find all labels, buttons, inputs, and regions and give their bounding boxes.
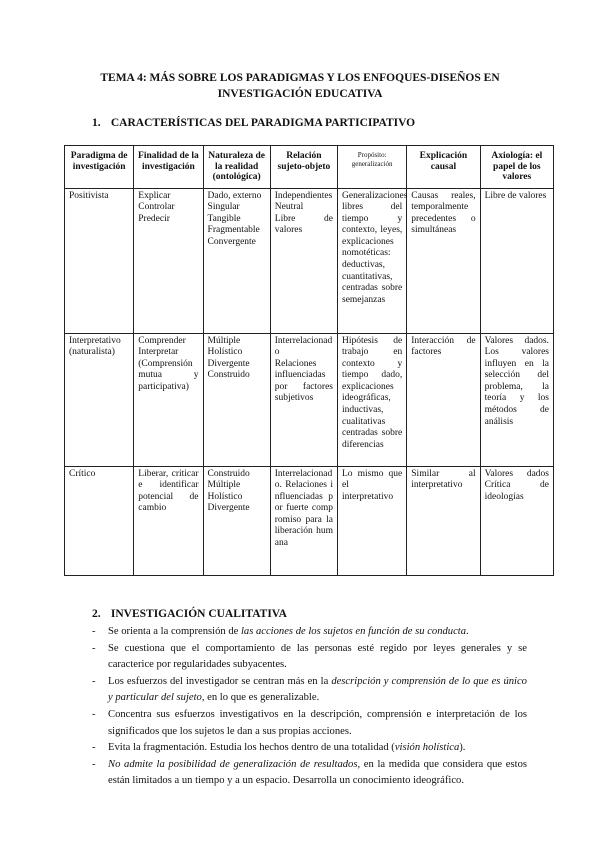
paradigm-cell: Crítico: [65, 466, 134, 575]
finalidad-cell: Liberar, criticar e identificar potencial de cambio: [134, 466, 203, 575]
table-row: [65, 466, 554, 575]
header-cell: Finalidad de la investigación: [134, 146, 203, 189]
header-cell: Axiología: el papel de los valores: [480, 146, 553, 189]
relacion-cell: Independientes Neutral Libre de valores: [270, 188, 337, 333]
paradigm-cell: Interpretativo (naturalista): [65, 333, 134, 466]
proposito-cell: Lo mismo que el interpretativo: [338, 466, 407, 575]
causal-cell: Interacción de factores: [407, 333, 480, 466]
header-cell: Explicación causal: [407, 146, 480, 189]
header-cell: Paradigma de investigación: [65, 146, 134, 189]
proposito-cell: Hipótesis de trabajo en contexto y tiempo dado, explicaciones ideográficas, inductivas, cualitativas centradas sobre diferencias: [338, 333, 407, 466]
relacion-cell: Interrelacionado Relaciones influenciadas por factores subjetivos: [270, 333, 337, 466]
header-cell: Naturaleza de la realidad (ontológica): [203, 146, 270, 189]
paradigms-table: [64, 145, 554, 576]
section-1-heading: [92, 117, 415, 129]
section-2-title: INVESTIGACIÓN CUALITATIVA: [110, 608, 287, 620]
relacion-cell: Interrelacionado. Relaciones influenciadas por fuerte compromiso para la liberación humana: [270, 466, 337, 575]
list-item: - Se cuestiona que el comportamiento de las personas esté regido por leyes generales y se caracterice por regularidades subyacentes.: [92, 641, 527, 674]
axiologia-cell: Valores dados. Los valores influyen en la selección del problema, la teoría y los métodos de análisis: [480, 333, 553, 466]
list-item: - Los esfuerzos del investigador se centran más en la descripción y comprensión de lo que es único y particular del sujeto, en lo que es generalizable.: [92, 674, 527, 707]
section-2-number: 2.: [92, 608, 101, 620]
section-2-heading: [92, 608, 287, 620]
finalidad-cell: Explicar Controlar Predecir: [134, 188, 203, 333]
axiologia-cell: Libre de valores: [480, 188, 553, 333]
list-item: - Concentra sus esfuerzos investigativos en la descripción, comprensión e interpretación de los significados que los sujetos le dan a sus propias acciones.: [92, 707, 527, 740]
naturaleza-cell: Construido Múltiple Holístico Divergente: [203, 466, 270, 575]
finalidad-cell: Comprender Interpretar (Comprensión mutua y participativa): [134, 333, 203, 466]
proposito-cell: Generalizaciones libres del tiempo y contexto, leyes, explicaciones nomotéticas: deductivas, cuantitativas, centradas sobre semejanzas: [338, 188, 407, 333]
causal-cell: Similar al interpretativo: [407, 466, 480, 575]
axiologia-cell: Valores dados Crítica de ideologías: [480, 466, 553, 575]
table-header-row: [65, 146, 554, 189]
list-item: - Evita la fragmentación. Estudia los hechos dentro de una totalidad (visión holística).: [92, 740, 527, 757]
section-1-number: 1.: [92, 117, 101, 129]
header-cell: Propósito: generalización: [338, 146, 407, 189]
qualitative-research-list: [92, 624, 527, 790]
naturaleza-cell: Dado, externo Singular Tangible Fragmentable Convergente: [203, 188, 270, 333]
paradigm-cell: Positivista: [65, 188, 134, 333]
list-item: - No admite la posibilidad de generalización de resultados, en la medida que considera que estos están limitados a un tiempo y a un espacio. Desarrolla un conocimiento ideográfico.: [92, 757, 527, 790]
list-item: - Se orienta a la comprensión de las acciones de los sujetos en función de su conducta.: [92, 624, 527, 641]
document-title: TEMA 4: MÁS SOBRE LOS PARADIGMAS Y LOS ENFOQUES-DISEÑOS EN INVESTIGACIÓN EDUCATIVA: [100, 72, 500, 100]
header-cell: Relación sujeto-objeto: [270, 146, 337, 189]
table-row: [65, 333, 554, 466]
table-row: [65, 188, 554, 333]
naturaleza-cell: Múltiple Holístico Divergente Construido: [203, 333, 270, 466]
causal-cell: Causas reales, temporalmente precedentes o simultáneas: [407, 188, 480, 333]
section-1-title: CARACTERÍSTICAS DEL PARADIGMA PARTICIPATIVO: [110, 117, 416, 129]
